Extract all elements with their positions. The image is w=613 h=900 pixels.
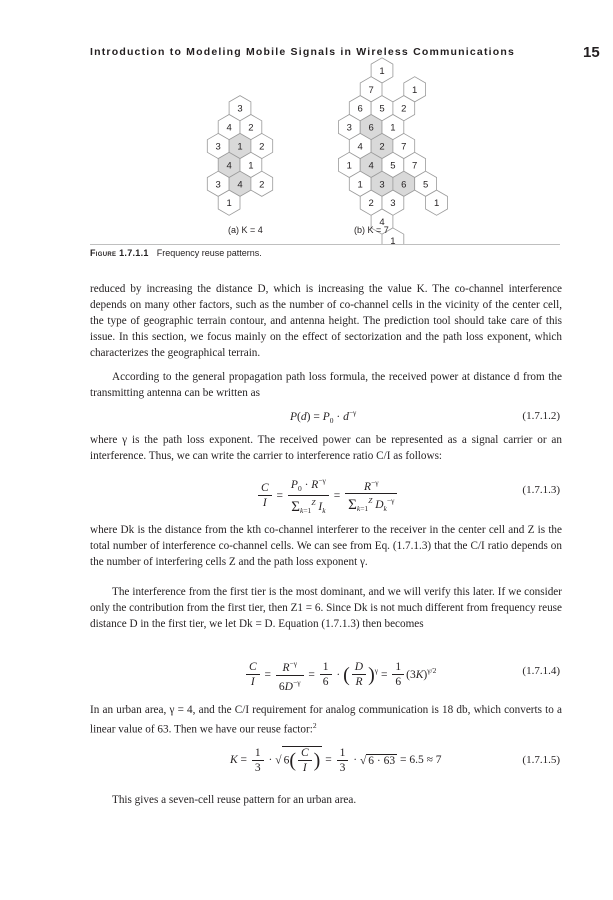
footnote-marker: 2 bbox=[312, 721, 317, 730]
hex-cell-label: 1 bbox=[412, 84, 418, 96]
paragraph-6-text: In an urban area, γ = 4, and the C/I requirement for analog communication is 18 db, which converts to a linear value of 63. Then we have our reuse factor: bbox=[90, 704, 562, 736]
hex-cell-label: 6 bbox=[401, 179, 407, 191]
equation-number: (1.7.1.4) bbox=[522, 665, 560, 677]
hex-cell-label: 2 bbox=[368, 198, 374, 210]
hex-cell-label: 5 bbox=[422, 179, 429, 191]
paragraph-1: reduced by increasing the distance D, which is increasing the value K. The co-channel interference depends on many other factors, such as the number of co-channel cells in the vicinity of the center cell, the type of geographic terrain contour, and antenna height. The prediction tool should take care of this issue. In this section, we focus mainly on the effect of sectorization and the path loss exponent, which characterizes the geographical terrain. bbox=[90, 283, 562, 359]
hex-cell-label: 1 bbox=[346, 160, 352, 172]
hex-cell-label: 1 bbox=[226, 198, 232, 210]
hex-cell-label: 1 bbox=[390, 236, 396, 245]
frequency-reuse-figure bbox=[0, 0, 613, 245]
hex-cell-label: 1 bbox=[390, 122, 396, 134]
hex-cell-label: 6 bbox=[368, 122, 374, 134]
hex-cell-label: 2 bbox=[248, 122, 254, 134]
running-head: Introduction to Modeling Mobile Signals in Wireless Communications bbox=[90, 46, 516, 58]
caption-text: Frequency reuse patterns. bbox=[156, 248, 262, 258]
hex-cell-label: 3 bbox=[215, 179, 221, 191]
hex-cell-label: 1 bbox=[433, 198, 440, 210]
hex-cell-label: 3 bbox=[215, 141, 221, 153]
paragraph-5-text: The interference from the first tier is the most dominant, and we will verify this later. If we consider only the contribution from the first tier, then Z1 = 6. Since Dk is not much different from frequency reuse distance D in the first tier, we let Dk = D. Equation (1.7.1.3) then becomes bbox=[90, 586, 562, 630]
paragraph-2 bbox=[90, 369, 562, 401]
hex-cell-label: 1 bbox=[379, 65, 385, 77]
hex-cell-label: 2 bbox=[259, 141, 265, 153]
caption-rule bbox=[90, 244, 560, 245]
equation-result: = 6.5 ≈ 7 bbox=[399, 754, 442, 767]
hex-cell-label: 2 bbox=[379, 141, 385, 153]
hex-cell-label: 7 bbox=[412, 160, 418, 172]
hex-pattern-k4 bbox=[207, 96, 272, 216]
paragraph-2-text: According to the general propagation path loss formula, the received power at distance d from the transmitting antenna can be written as bbox=[90, 371, 562, 399]
subcaption-b: (b) K = 7 bbox=[354, 225, 389, 235]
figure-caption bbox=[90, 248, 262, 258]
hex-cell-label: 2 bbox=[259, 179, 265, 191]
equation-1-7-1-5: K = $\frac{1}{3}$ · √ 6( $\frac{C}{I}$ ) = $\frac{1}{3}$ · √ 6 · 63 = 6.5 ≈ 7 (1.7.1.5) bbox=[230, 746, 560, 774]
hex-cell-label: 4 bbox=[226, 160, 232, 172]
hex-cell-label: 3 bbox=[379, 179, 385, 191]
page-number: 15 bbox=[583, 44, 600, 61]
subcaption-a: (a) K = 4 bbox=[228, 225, 263, 235]
hex-cell-label: 3 bbox=[346, 122, 352, 134]
hex-cell-label: 1 bbox=[237, 141, 243, 153]
hex-cell-label: 3 bbox=[390, 198, 396, 210]
hex-pattern-k7 bbox=[338, 58, 447, 245]
paragraph-4: where Dk is the distance from the kth co-channel interferer to the receiver in the center cell and Z is the total number of interference co-channel cells. We can see from Eq. (1.7.1.3) that the C/I ratio depends on the number of interfering cells Z and the path loss exponent γ. bbox=[90, 524, 562, 568]
hex-cell-label: 4 bbox=[357, 141, 363, 153]
hex-cell-label: 1 bbox=[248, 160, 254, 172]
caption-label: Figure 1.7.1.1 bbox=[90, 248, 149, 258]
hex-cell-label: 7 bbox=[368, 84, 374, 96]
equation-number: (1.7.1.5) bbox=[522, 754, 560, 766]
hex-cell-label: 6 bbox=[357, 103, 363, 115]
hex-cell-label: 5 bbox=[379, 103, 385, 115]
hex-cell-label: 4 bbox=[379, 217, 385, 229]
hex-cell-label: 4 bbox=[368, 160, 374, 172]
equation-number: (1.7.1.3) bbox=[522, 484, 560, 496]
hex-cell-label: 1 bbox=[357, 179, 363, 191]
equation-1-7-1-3: $\frac{C}{I}$ = $\frac{P_0 \cdot R^{-\gamma}}{\Sigma_{k=1}^Z I_k}$ = $\frac{R^{-\gamma}}{\Sigma_{k=1}^Z D_k^{-\gamma}}$ (1.7.1.3) bbox=[90, 470, 562, 514]
paragraph-3: where γ is the path loss exponent. The received power can be represented as a signal carrier or an interference. Thus, we can write the carrier to interference ratio C/I as follows: bbox=[90, 434, 562, 462]
hex-cell-label: 4 bbox=[226, 122, 232, 134]
hex-cell-label: 5 bbox=[390, 160, 396, 172]
hex-cell-label: 2 bbox=[401, 103, 407, 115]
equation-1-7-1-2: $P(d) = P_0 \cdot d^{-\gamma}$ (1.7.1.2) bbox=[290, 408, 560, 426]
hex-cell-label: 3 bbox=[237, 103, 243, 115]
paragraph-6 bbox=[90, 702, 562, 738]
paragraph-7-text: This gives a seven-cell reuse pattern for an urban area. bbox=[112, 794, 357, 806]
paragraph-7 bbox=[90, 792, 562, 808]
hex-cell-label: 4 bbox=[237, 179, 243, 191]
paragraph-5 bbox=[90, 584, 562, 632]
hex-cell-label: 7 bbox=[401, 141, 407, 153]
equation-1-7-1-4: $\frac{C}{I}$ = $\frac{R^{-\gamma}}{6D^{-\gamma}}$ = $\frac{1}{6}$ · ( $\frac{D}{R}$ )$^\gamma$ = $\frac{1}{6}$ $(3K)^{\gamma/2}$ (1.7.1.4) bbox=[90, 653, 562, 693]
equation-number: (1.7.1.2) bbox=[522, 410, 560, 422]
